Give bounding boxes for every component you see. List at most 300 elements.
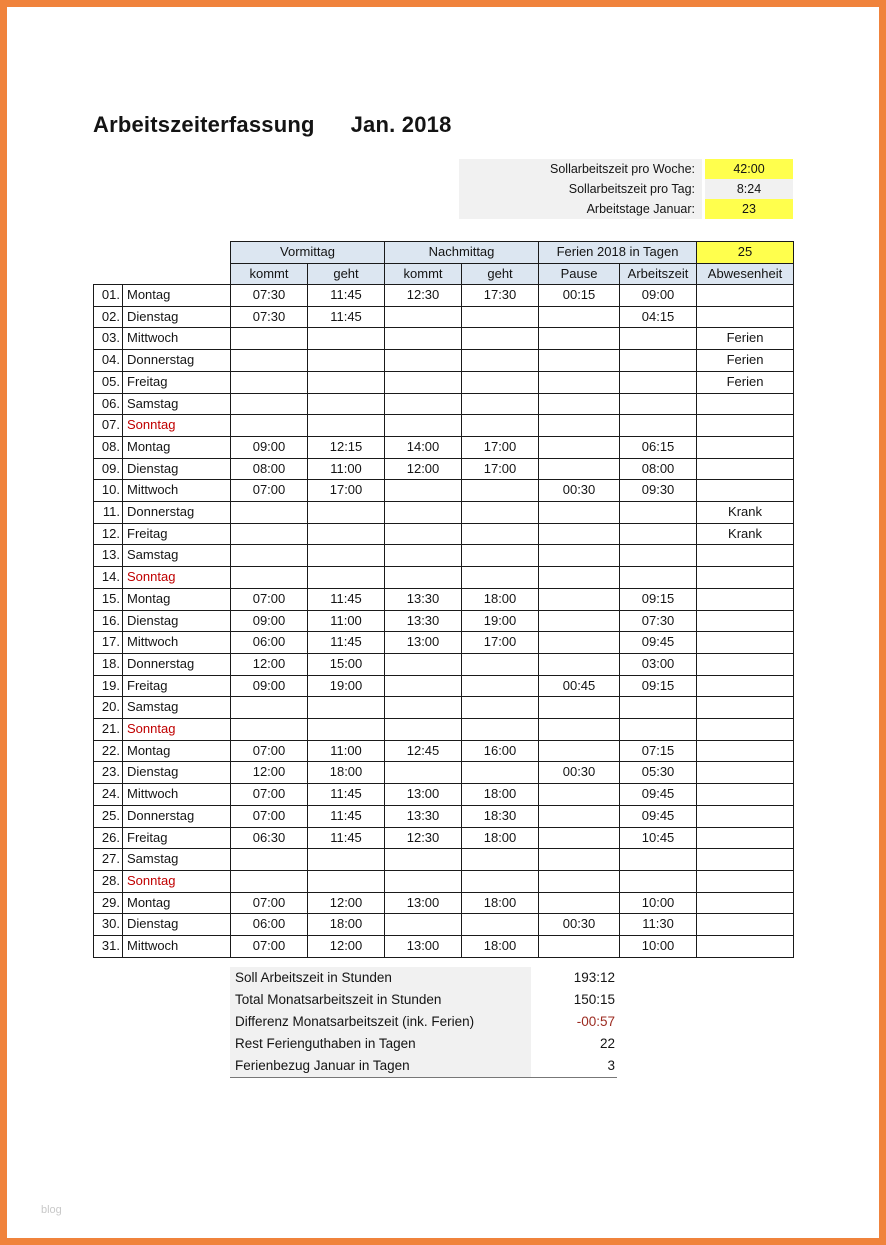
day-number: 03. <box>94 328 123 350</box>
summary-row <box>230 1011 617 1033</box>
cell-arbeitszeit: 09:00 <box>620 285 697 307</box>
cell-vormittag-kommt: 07:00 <box>231 740 308 762</box>
info-row <box>459 179 793 199</box>
cell-arbeitszeit: 10:00 <box>620 936 697 958</box>
cell-nachmittag-geht: 18:30 <box>462 805 539 827</box>
cell-pause <box>539 567 620 589</box>
table-row <box>94 892 794 914</box>
day-number: 23. <box>94 762 123 784</box>
cell-nachmittag-kommt: 13:00 <box>385 892 462 914</box>
cell-vormittag-kommt <box>231 371 308 393</box>
cell-arbeitszeit: 10:45 <box>620 827 697 849</box>
cell-arbeitszeit <box>620 502 697 524</box>
cell-abwesenheit <box>697 458 794 480</box>
day-name: Mittwoch <box>123 328 231 350</box>
day-number: 27. <box>94 849 123 871</box>
cell-pause <box>539 936 620 958</box>
summary-value: 22 <box>599 1036 615 1051</box>
cell-vormittag-kommt: 09:00 <box>231 610 308 632</box>
cell-arbeitszeit <box>620 697 697 719</box>
day-number: 18. <box>94 653 123 675</box>
table-row <box>94 285 794 307</box>
table-row <box>94 784 794 806</box>
cell-vormittag-kommt: 07:30 <box>231 285 308 307</box>
table-row <box>94 415 794 437</box>
cell-arbeitszeit: 09:30 <box>620 480 697 502</box>
cell-vormittag-kommt <box>231 350 308 372</box>
day-number: 21. <box>94 719 123 741</box>
day-name: Freitag <box>123 827 231 849</box>
info-label: Sollarbeitszeit pro Woche: <box>459 159 702 179</box>
cell-pause <box>539 892 620 914</box>
cell-vormittag-kommt: 07:00 <box>231 784 308 806</box>
cell-arbeitszeit: 09:45 <box>620 805 697 827</box>
cell-nachmittag-geht <box>462 415 539 437</box>
cell-vormittag-geht <box>308 567 385 589</box>
table-row <box>94 545 794 567</box>
day-name: Montag <box>123 588 231 610</box>
day-name: Dienstag <box>123 914 231 936</box>
cell-nachmittag-geht: 17:00 <box>462 632 539 654</box>
cell-vormittag-geht: 12:15 <box>308 436 385 458</box>
cell-abwesenheit <box>697 675 794 697</box>
cell-abwesenheit <box>697 415 794 437</box>
nachmittag-header: Nachmittag <box>385 242 539 264</box>
cell-arbeitszeit: 09:15 <box>620 675 697 697</box>
cell-arbeitszeit: 05:30 <box>620 762 697 784</box>
cell-nachmittag-geht <box>462 914 539 936</box>
day-number: 22. <box>94 740 123 762</box>
day-name: Montag <box>123 892 231 914</box>
table-row <box>94 502 794 524</box>
day-name: Donnerstag <box>123 502 231 524</box>
cell-nachmittag-geht <box>462 545 539 567</box>
cell-pause <box>539 653 620 675</box>
cell-vormittag-geht: 19:00 <box>308 675 385 697</box>
col-header-nachmittag-kommt: kommt <box>385 263 462 285</box>
col-header-arbeitszeit: Arbeitszeit <box>620 263 697 285</box>
cell-nachmittag-geht <box>462 675 539 697</box>
day-number: 25. <box>94 805 123 827</box>
timesheet-table <box>93 241 794 958</box>
cell-pause <box>539 371 620 393</box>
cell-arbeitszeit: 07:15 <box>620 740 697 762</box>
cell-pause: 00:15 <box>539 285 620 307</box>
day-name: Mittwoch <box>123 480 231 502</box>
cell-pause <box>539 632 620 654</box>
cell-abwesenheit <box>697 653 794 675</box>
summary-label: Total Monatsarbeitszeit in Stunden <box>230 989 531 1011</box>
cell-abwesenheit <box>697 393 794 415</box>
cell-nachmittag-geht: 17:00 <box>462 436 539 458</box>
info-block <box>459 159 793 219</box>
day-number: 24. <box>94 784 123 806</box>
cell-arbeitszeit <box>620 523 697 545</box>
cell-vormittag-kommt: 07:00 <box>231 892 308 914</box>
info-value: 23 <box>705 199 793 219</box>
cell-nachmittag-kommt <box>385 328 462 350</box>
cell-vormittag-geht <box>308 415 385 437</box>
table-row <box>94 350 794 372</box>
page-title <box>93 112 452 138</box>
cell-nachmittag-kommt: 12:00 <box>385 458 462 480</box>
cell-nachmittag-kommt: 12:45 <box>385 740 462 762</box>
cell-nachmittag-kommt: 13:30 <box>385 610 462 632</box>
cell-nachmittag-kommt <box>385 480 462 502</box>
day-name: Samstag <box>123 545 231 567</box>
title-month: Jan. 2018 <box>350 112 452 137</box>
cell-nachmittag-kommt <box>385 697 462 719</box>
summary-label: Ferienbezug Januar in Tagen <box>230 1055 531 1077</box>
table-row <box>94 588 794 610</box>
table-row <box>94 914 794 936</box>
summary-label: Soll Arbeitszeit in Stunden <box>230 967 531 989</box>
cell-arbeitszeit: 03:00 <box>620 653 697 675</box>
cell-pause <box>539 545 620 567</box>
table-row <box>94 827 794 849</box>
cell-vormittag-kommt: 06:00 <box>231 914 308 936</box>
cell-arbeitszeit <box>620 849 697 871</box>
cell-nachmittag-geht: 18:00 <box>462 936 539 958</box>
day-name: Mittwoch <box>123 936 231 958</box>
cell-pause <box>539 740 620 762</box>
cell-nachmittag-kommt <box>385 415 462 437</box>
cell-abwesenheit <box>697 805 794 827</box>
day-name: Sonntag <box>123 415 231 437</box>
cell-abwesenheit <box>697 936 794 958</box>
cell-abwesenheit: Ferien <box>697 328 794 350</box>
cell-arbeitszeit: 04:15 <box>620 306 697 328</box>
cell-abwesenheit <box>697 870 794 892</box>
table-row <box>94 675 794 697</box>
day-name: Dienstag <box>123 610 231 632</box>
cell-arbeitszeit <box>620 350 697 372</box>
cell-vormittag-kommt <box>231 849 308 871</box>
day-name: Dienstag <box>123 458 231 480</box>
cell-vormittag-kommt <box>231 328 308 350</box>
cell-abwesenheit <box>697 762 794 784</box>
summary-row <box>230 1055 617 1077</box>
cell-nachmittag-geht: 18:00 <box>462 892 539 914</box>
cell-arbeitszeit: 10:00 <box>620 892 697 914</box>
summary-row <box>230 989 617 1011</box>
cell-nachmittag-kommt <box>385 523 462 545</box>
cell-vormittag-geht: 12:00 <box>308 936 385 958</box>
day-number: 26. <box>94 827 123 849</box>
day-number: 20. <box>94 697 123 719</box>
cell-vormittag-geht: 11:45 <box>308 588 385 610</box>
day-name: Dienstag <box>123 306 231 328</box>
day-name: Freitag <box>123 371 231 393</box>
table-row <box>94 480 794 502</box>
summary-row <box>230 967 617 989</box>
cell-pause <box>539 458 620 480</box>
cell-vormittag-geht: 11:45 <box>308 827 385 849</box>
cell-arbeitszeit: 11:30 <box>620 914 697 936</box>
cell-vormittag-geht <box>308 870 385 892</box>
day-name: Samstag <box>123 849 231 871</box>
cell-vormittag-kommt: 09:00 <box>231 675 308 697</box>
vormittag-header: Vormittag <box>231 242 385 264</box>
table-row <box>94 306 794 328</box>
day-number: 08. <box>94 436 123 458</box>
day-name: Mittwoch <box>123 632 231 654</box>
cell-nachmittag-kommt <box>385 306 462 328</box>
col-header-nachmittag-geht: geht <box>462 263 539 285</box>
cell-vormittag-geht <box>308 697 385 719</box>
info-value: 42:00 <box>705 159 793 179</box>
day-number: 07. <box>94 415 123 437</box>
summary-label: Rest Ferienguthaben in Tagen <box>230 1033 531 1055</box>
day-number: 01. <box>94 285 123 307</box>
cell-arbeitszeit: 08:00 <box>620 458 697 480</box>
cell-abwesenheit <box>697 632 794 654</box>
cell-nachmittag-geht: 18:00 <box>462 784 539 806</box>
table-row <box>94 936 794 958</box>
cell-nachmittag-kommt <box>385 653 462 675</box>
cell-vormittag-kommt: 12:00 <box>231 762 308 784</box>
cell-vormittag-kommt: 07:00 <box>231 588 308 610</box>
cell-pause: 00:45 <box>539 675 620 697</box>
cell-vormittag-geht: 11:45 <box>308 784 385 806</box>
day-name: Sonntag <box>123 567 231 589</box>
cell-abwesenheit <box>697 697 794 719</box>
day-name: Freitag <box>123 523 231 545</box>
cell-abwesenheit <box>697 740 794 762</box>
table-row <box>94 523 794 545</box>
day-name: Montag <box>123 436 231 458</box>
day-number: 05. <box>94 371 123 393</box>
cell-abwesenheit <box>697 436 794 458</box>
cell-abwesenheit <box>697 480 794 502</box>
day-number: 30. <box>94 914 123 936</box>
summary-value: 3 <box>607 1058 615 1073</box>
group-header-row <box>94 242 794 264</box>
cell-arbeitszeit: 09:45 <box>620 632 697 654</box>
cell-pause: 00:30 <box>539 914 620 936</box>
cell-abwesenheit: Krank <box>697 523 794 545</box>
cell-abwesenheit <box>697 849 794 871</box>
cell-nachmittag-geht <box>462 480 539 502</box>
day-number: 13. <box>94 545 123 567</box>
cell-vormittag-geht <box>308 371 385 393</box>
cell-nachmittag-kommt: 13:00 <box>385 784 462 806</box>
cell-pause <box>539 870 620 892</box>
cell-nachmittag-kommt <box>385 371 462 393</box>
cell-nachmittag-geht: 19:00 <box>462 610 539 632</box>
cell-arbeitszeit <box>620 415 697 437</box>
table-row <box>94 740 794 762</box>
cell-vormittag-geht <box>308 523 385 545</box>
table-row <box>94 719 794 741</box>
cell-abwesenheit: Krank <box>697 502 794 524</box>
day-name: Mittwoch <box>123 784 231 806</box>
cell-nachmittag-kommt <box>385 502 462 524</box>
cell-nachmittag-geht <box>462 523 539 545</box>
cell-nachmittag-kommt <box>385 870 462 892</box>
day-name: Dienstag <box>123 762 231 784</box>
cell-arbeitszeit: 09:45 <box>620 784 697 806</box>
summary-value: 193:12 <box>573 970 615 985</box>
table-row <box>94 328 794 350</box>
cell-pause <box>539 697 620 719</box>
summary-label: Differenz Monatsarbeitszeit (ink. Ferien) <box>230 1011 531 1033</box>
cell-nachmittag-kommt <box>385 719 462 741</box>
info-row <box>459 159 793 179</box>
cell-arbeitszeit: 07:30 <box>620 610 697 632</box>
cell-nachmittag-kommt <box>385 675 462 697</box>
blank-header-cell <box>94 242 231 264</box>
cell-vormittag-kommt <box>231 567 308 589</box>
day-number: 10. <box>94 480 123 502</box>
cell-vormittag-kommt: 08:00 <box>231 458 308 480</box>
table-row <box>94 870 794 892</box>
cell-vormittag-geht <box>308 393 385 415</box>
cell-vormittag-geht: 11:45 <box>308 805 385 827</box>
col-header-vormittag-kommt: kommt <box>231 263 308 285</box>
cell-pause <box>539 610 620 632</box>
cell-nachmittag-geht <box>462 653 539 675</box>
cell-arbeitszeit: 09:15 <box>620 588 697 610</box>
cell-pause <box>539 523 620 545</box>
cell-nachmittag-kommt <box>385 350 462 372</box>
cell-pause <box>539 393 620 415</box>
cell-nachmittag-geht <box>462 870 539 892</box>
cell-nachmittag-geht <box>462 306 539 328</box>
day-number: 19. <box>94 675 123 697</box>
day-name: Sonntag <box>123 719 231 741</box>
cell-arbeitszeit <box>620 567 697 589</box>
cell-pause <box>539 328 620 350</box>
cell-vormittag-geht <box>308 350 385 372</box>
cell-vormittag-kommt: 07:00 <box>231 480 308 502</box>
cell-pause <box>539 588 620 610</box>
cell-abwesenheit <box>697 914 794 936</box>
cell-nachmittag-geht: 17:30 <box>462 285 539 307</box>
cell-nachmittag-geht <box>462 719 539 741</box>
day-name: Montag <box>123 740 231 762</box>
cell-vormittag-geht: 11:45 <box>308 285 385 307</box>
ferien-header: Ferien 2018 in Tagen <box>539 242 697 264</box>
table-row <box>94 458 794 480</box>
cell-arbeitszeit <box>620 545 697 567</box>
day-name: Sonntag <box>123 870 231 892</box>
cell-pause: 00:30 <box>539 762 620 784</box>
day-name: Samstag <box>123 393 231 415</box>
column-header-row <box>94 263 794 285</box>
cell-nachmittag-geht <box>462 849 539 871</box>
cell-nachmittag-geht: 17:00 <box>462 458 539 480</box>
info-value: 8:24 <box>705 179 793 199</box>
cell-vormittag-geht: 11:45 <box>308 632 385 654</box>
cell-nachmittag-geht <box>462 350 539 372</box>
cell-abwesenheit <box>697 784 794 806</box>
day-number: 09. <box>94 458 123 480</box>
table-row <box>94 632 794 654</box>
table-row <box>94 393 794 415</box>
cell-nachmittag-kommt <box>385 393 462 415</box>
table-row <box>94 805 794 827</box>
cell-abwesenheit <box>697 719 794 741</box>
cell-vormittag-kommt: 12:00 <box>231 653 308 675</box>
cell-vormittag-kommt: 07:00 <box>231 936 308 958</box>
cell-nachmittag-kommt: 12:30 <box>385 827 462 849</box>
cell-vormittag-kommt: 06:30 <box>231 827 308 849</box>
cell-vormittag-geht: 15:00 <box>308 653 385 675</box>
col-header-pause: Pause <box>539 263 620 285</box>
cell-vormittag-geht: 11:45 <box>308 306 385 328</box>
cell-abwesenheit <box>697 306 794 328</box>
cell-nachmittag-geht <box>462 762 539 784</box>
cell-arbeitszeit <box>620 393 697 415</box>
cell-vormittag-geht <box>308 328 385 350</box>
summary-value: 150:15 <box>573 992 615 1007</box>
table-row <box>94 762 794 784</box>
cell-nachmittag-kommt <box>385 545 462 567</box>
day-name: Samstag <box>123 697 231 719</box>
cell-vormittag-kommt <box>231 870 308 892</box>
cell-abwesenheit <box>697 545 794 567</box>
col-header-vormittag-geht: geht <box>308 263 385 285</box>
cell-vormittag-kommt <box>231 502 308 524</box>
cell-vormittag-kommt <box>231 415 308 437</box>
cell-nachmittag-geht: 16:00 <box>462 740 539 762</box>
cell-nachmittag-kommt: 13:00 <box>385 632 462 654</box>
cell-pause <box>539 502 620 524</box>
day-number: 17. <box>94 632 123 654</box>
col-header-abwesenheit: Abwesenheit <box>697 263 794 285</box>
cell-nachmittag-kommt <box>385 567 462 589</box>
cell-nachmittag-geht: 18:00 <box>462 827 539 849</box>
table-row <box>94 436 794 458</box>
cell-abwesenheit: Ferien <box>697 350 794 372</box>
cell-vormittag-geht <box>308 545 385 567</box>
day-number: 28. <box>94 870 123 892</box>
cell-nachmittag-kommt: 14:00 <box>385 436 462 458</box>
cell-vormittag-kommt: 07:00 <box>231 805 308 827</box>
cell-abwesenheit <box>697 892 794 914</box>
ferien-days-value: 25 <box>697 242 794 264</box>
cell-pause <box>539 719 620 741</box>
summary-value: -00:57 <box>576 1014 615 1029</box>
day-name: Donnerstag <box>123 350 231 372</box>
cell-abwesenheit <box>697 567 794 589</box>
cell-abwesenheit <box>697 610 794 632</box>
cell-arbeitszeit <box>620 371 697 393</box>
title-text: Arbeitszeiterfassung <box>93 112 315 137</box>
table-row <box>94 610 794 632</box>
day-number: 16. <box>94 610 123 632</box>
cell-vormittag-geht <box>308 502 385 524</box>
cell-vormittag-geht: 12:00 <box>308 892 385 914</box>
cell-vormittag-geht: 17:00 <box>308 480 385 502</box>
cell-abwesenheit: Ferien <box>697 371 794 393</box>
watermark: blog <box>41 1204 62 1216</box>
cell-nachmittag-geht <box>462 328 539 350</box>
cell-vormittag-geht: 11:00 <box>308 740 385 762</box>
cell-abwesenheit <box>697 588 794 610</box>
table-row <box>94 371 794 393</box>
cell-vormittag-kommt: 07:30 <box>231 306 308 328</box>
day-number: 31. <box>94 936 123 958</box>
cell-vormittag-kommt: 06:00 <box>231 632 308 654</box>
info-label: Arbeitstage Januar: <box>459 199 702 219</box>
cell-pause: 00:30 <box>539 480 620 502</box>
cell-nachmittag-kommt: 13:30 <box>385 805 462 827</box>
day-number: 06. <box>94 393 123 415</box>
cell-nachmittag-kommt: 12:30 <box>385 285 462 307</box>
summary-row <box>230 1033 617 1055</box>
